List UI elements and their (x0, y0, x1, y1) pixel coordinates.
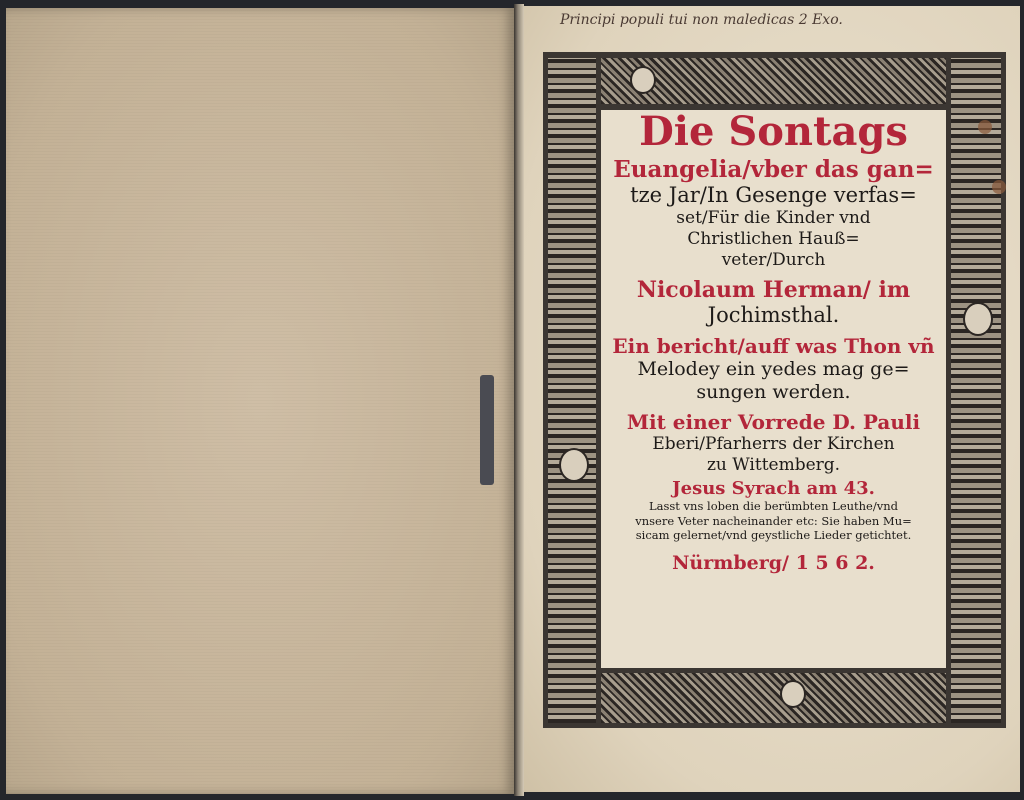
author-line: Nicolaum Herman/ im (636, 277, 911, 303)
citation-line: Jesus Syrach am 43. (672, 478, 875, 499)
preface-line: Mit einer Vorrede D. Pauli (626, 410, 921, 434)
handwritten-note: Principi populi tui non maledicas 2 Exo. (560, 12, 843, 28)
subtitle-line: Euangelia/vber das gan= (613, 156, 934, 183)
book-title: Die Sontags (639, 108, 908, 155)
ornament-bottom (601, 673, 946, 723)
imprint-line: Nürmberg/ 1 5 6 2. (672, 551, 875, 574)
blank-left-page (6, 8, 514, 794)
quote-line: Lasst vns loben die berümbten Leuthe/vnd (648, 499, 898, 513)
info-line: sungen werden. (696, 381, 851, 403)
title-text (601, 108, 946, 574)
quote-line: sicam gelernet/vnd geystliche Lieder getichtet. (635, 528, 912, 542)
ornament-right-column (951, 58, 1001, 723)
subtitle-line: veter/Durch (721, 250, 826, 270)
woodcut-face-right (963, 302, 993, 336)
book-gutter (514, 4, 524, 796)
woodcut-cherub-bottom (780, 680, 806, 708)
quote-line: vnsere Veter nacheinander etc: Sie haben Mu= (635, 513, 912, 528)
ornament-left-column (548, 58, 596, 723)
place-line: Jochimsthal. (707, 303, 840, 327)
info-line: Melodey ein yedes mag ge= (637, 358, 910, 380)
subtitle-line: tze Jar/In Gesenge verfas= (630, 183, 917, 207)
subtitle-line: set/Für die Kinder vnd (676, 208, 871, 228)
binding-tab (480, 375, 494, 485)
preface-line: Eberi/Pfarherrs der Kirchen (652, 434, 895, 454)
preface-line: zu Wittemberg. (706, 455, 841, 475)
woodcut-face-left (559, 448, 589, 482)
info-line: Ein bericht/auff was Thon vñ (612, 334, 935, 358)
stain-mark (992, 180, 1006, 194)
subtitle-line: Christlichen Hauß= (687, 229, 860, 249)
stain-mark (978, 120, 992, 134)
woodcut-cherub-top (630, 66, 656, 94)
